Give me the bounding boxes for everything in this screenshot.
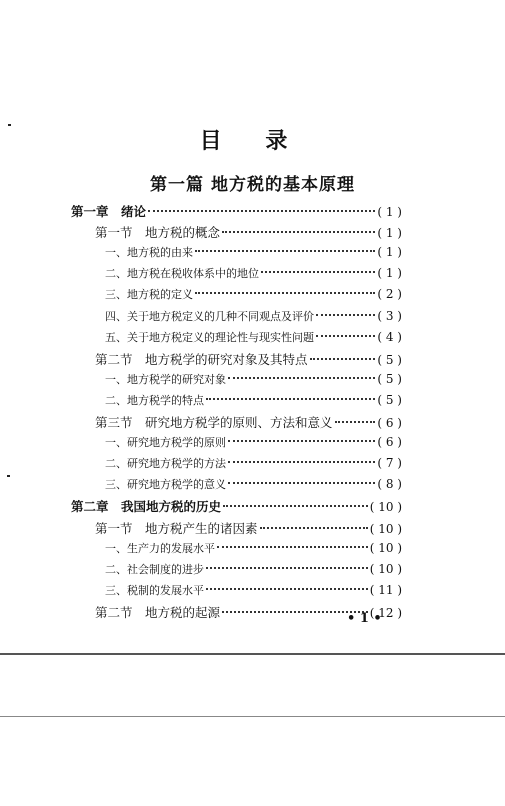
toc-entry-label: 二、研究地方税学的方法 [105,457,226,471]
toc-entry-item [105,455,402,476]
toc-entry-page: ( 8 ) [377,477,402,492]
toc-entry-label: 第一节 地方税的概念 [95,225,221,241]
dot-leader [228,440,375,442]
dot-leader [206,588,368,590]
dot-leader [206,398,375,400]
toc-entry-label: 第一节 地方税产生的诸因素 [95,520,258,536]
toc-entry-page: ( 2 ) [377,287,402,302]
toc-entry-page: ( 1 ) [377,245,402,260]
toc-entry-page: ( 10 ) [369,561,402,576]
toc-entry-item [105,308,402,329]
dot-leader [217,546,368,548]
toc-entry-item [105,561,402,582]
dot-leader [222,231,375,233]
toc-entry-page: ( 5 ) [377,392,402,407]
toc-entry-page: ( 4 ) [377,329,402,344]
toc-entry-page: ( 1 ) [377,226,402,241]
toc-entry-page: ( 6 ) [377,435,402,450]
part-title: 第一篇 地方税的基本原理 [150,175,355,195]
toc-entry-item [105,392,402,413]
toc-entry-page: ( 1 ) [377,205,402,219]
toc-entry-item [105,286,402,307]
toc-entry-label: 一、地方税的由来 [105,246,193,260]
toc-entry-label: 一、研究地方税学的原则 [105,436,226,450]
toc-entry-label: 五、关于地方税定义的理论性与现实性问题 [105,330,314,344]
page-title: 目 录 [199,128,306,154]
toc-entry-item [105,476,402,497]
toc-entry-label: 二、社会制度的进步 [105,562,204,576]
dot-leader [335,421,376,423]
toc-entry-item [105,582,402,603]
toc-entry-item [105,371,402,392]
dot-leader [228,377,375,379]
toc-entry-page: ( 10 ) [369,500,402,515]
dot-leader [316,335,375,337]
toc-entry-page: ( 10 ) [369,540,402,555]
toc-entry-label: 第三节 研究地方税学的原则、方法和意义 [95,415,333,430]
toc-entry-page: ( 3 ) [377,308,402,323]
toc-entry-label: 二、地方税在税收体系中的地位 [105,267,259,281]
toc-entry-chapter [71,497,402,518]
scan-speck [7,475,10,477]
toc-entry-section [95,223,402,244]
dot-leader [260,527,368,529]
dot-leader [148,210,375,212]
dot-leader [222,611,368,613]
toc-entry-label: 第一章 绪论 [71,204,147,219]
toc-entry-chapter [71,202,402,223]
toc-entry-page: ( 5 ) [377,352,402,367]
toc-entry-page: ( 1 ) [377,266,402,281]
dot-leader [195,250,375,252]
toc-entry-label: 三、研究地方税学的意义 [105,478,226,492]
toc-entry-label: 第二节 地方税学的研究对象及其特点 [95,351,308,367]
toc-entry-label: 一、地方税学的研究对象 [105,372,226,386]
scan-edge-line [0,653,505,655]
toc-entry-page: ( 6 ) [377,416,402,430]
page-number: • 1 • [347,611,382,626]
dot-leader [261,271,375,273]
toc-entry-label: 第二章 我国地方税的历史 [71,499,222,515]
toc-entry-item [105,434,402,455]
dot-leader [310,358,376,360]
toc-entry-item [105,540,402,561]
toc-entry-item [105,329,402,350]
toc-entry-section [95,519,402,540]
dot-leader [206,567,368,569]
dot-leader [223,505,368,507]
toc-entry-label: 一、生产力的发展水平 [105,541,215,555]
toc-entry-item [105,244,402,265]
dot-leader [316,314,375,316]
toc-entry-item [105,265,402,286]
dot-leader [228,461,375,463]
scan-edge-line [0,716,505,717]
toc-entry-label: 二、地方税学的特点 [105,393,204,407]
toc-entry-label: 三、地方税的定义 [105,288,193,302]
toc-entry-page: ( 5 ) [377,371,402,386]
dot-leader [195,292,375,294]
toc-entry-label: 第二节 地方税的起源 [95,604,221,620]
toc-entry-page: ( 11 ) [369,582,402,597]
toc-entry-page: ( 7 ) [377,456,402,471]
toc-entry-section [95,413,402,434]
dot-leader [228,482,375,484]
toc-entry-label: 四、关于地方税定义的几种不同观点及评价 [105,309,314,323]
toc-entry-page: ( 10 ) [369,521,402,536]
toc-entry-page: ( 12 ) [369,605,402,620]
scan-speck [8,124,11,126]
toc-entry-section [95,350,402,371]
toc-entry-label: 三、税制的发展水平 [105,583,204,597]
